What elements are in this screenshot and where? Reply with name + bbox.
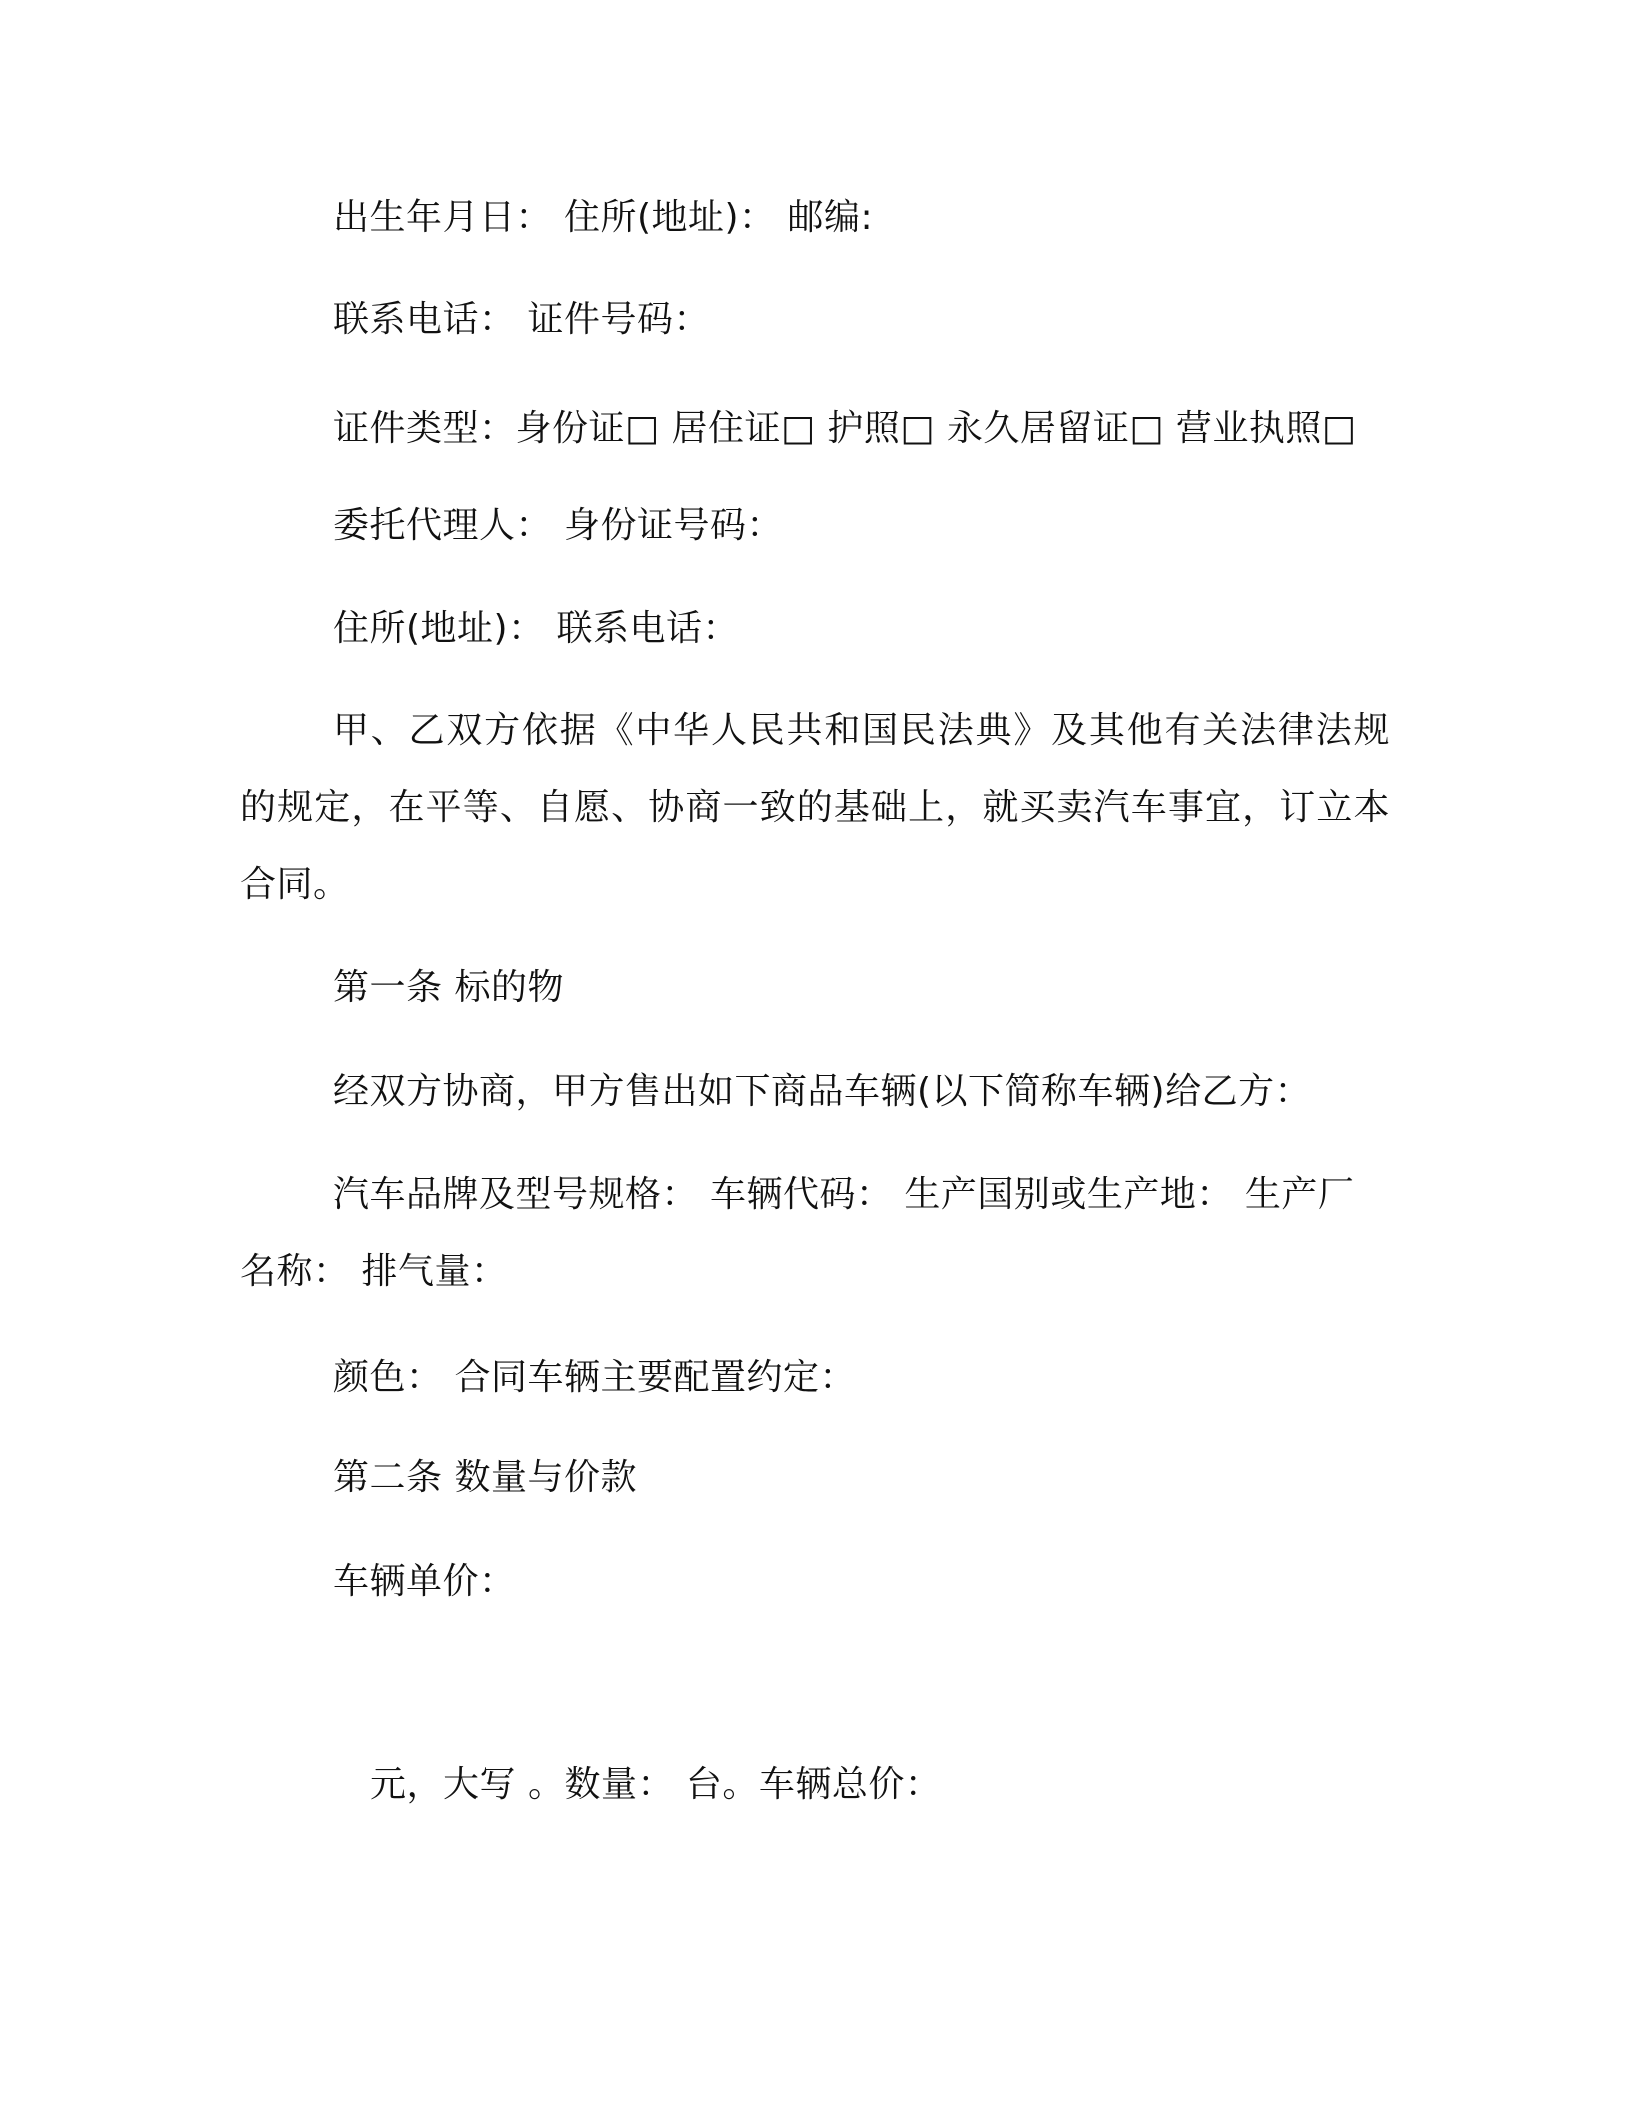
article-1-intro: 经双方协商，甲方售出如下商品车辆(以下简称车辆)给乙方： bbox=[333, 1071, 1312, 1112]
phone-id-number-line: 联系电话： 证件号码： bbox=[333, 299, 710, 340]
article-1-title: 第一条 标的物 bbox=[333, 967, 564, 1008]
vehicle-color-line: 颜色： 合同车辆主要配置约定： bbox=[333, 1357, 856, 1398]
preamble-paragraph: 甲、乙双方依据《中华人民共和国民法典》及其他有关法律法规的规定，在平等、自愿、协商一致的基础上，就买卖汽车事宜，订立本合同。 bbox=[240, 710, 1390, 905]
id-type-line: 证件类型：身份证□ 居住证□ 护照□ 永久居留证□ 营业执照□ bbox=[333, 408, 1357, 449]
agent-address-phone-line: 住所(地址)： 联系电话： bbox=[333, 608, 740, 649]
price-quantity-total-line: 元，大写 。数量： 台。车辆总价： bbox=[370, 1764, 942, 1805]
birth-address-postcode-line: 出生年月日： 住所(地址)： 邮编: bbox=[333, 197, 874, 238]
unit-price-line: 车辆单价： bbox=[333, 1561, 516, 1602]
vehicle-fields-paragraph: 汽车品牌及型号规格： 车辆代码： 生产国别或生产地： 生产厂名称： 排气量： bbox=[240, 1174, 1355, 1292]
article-2-title: 第二条 数量与价款 bbox=[333, 1457, 637, 1498]
agent-id-line: 委托代理人： 身份证号码： bbox=[333, 505, 783, 546]
